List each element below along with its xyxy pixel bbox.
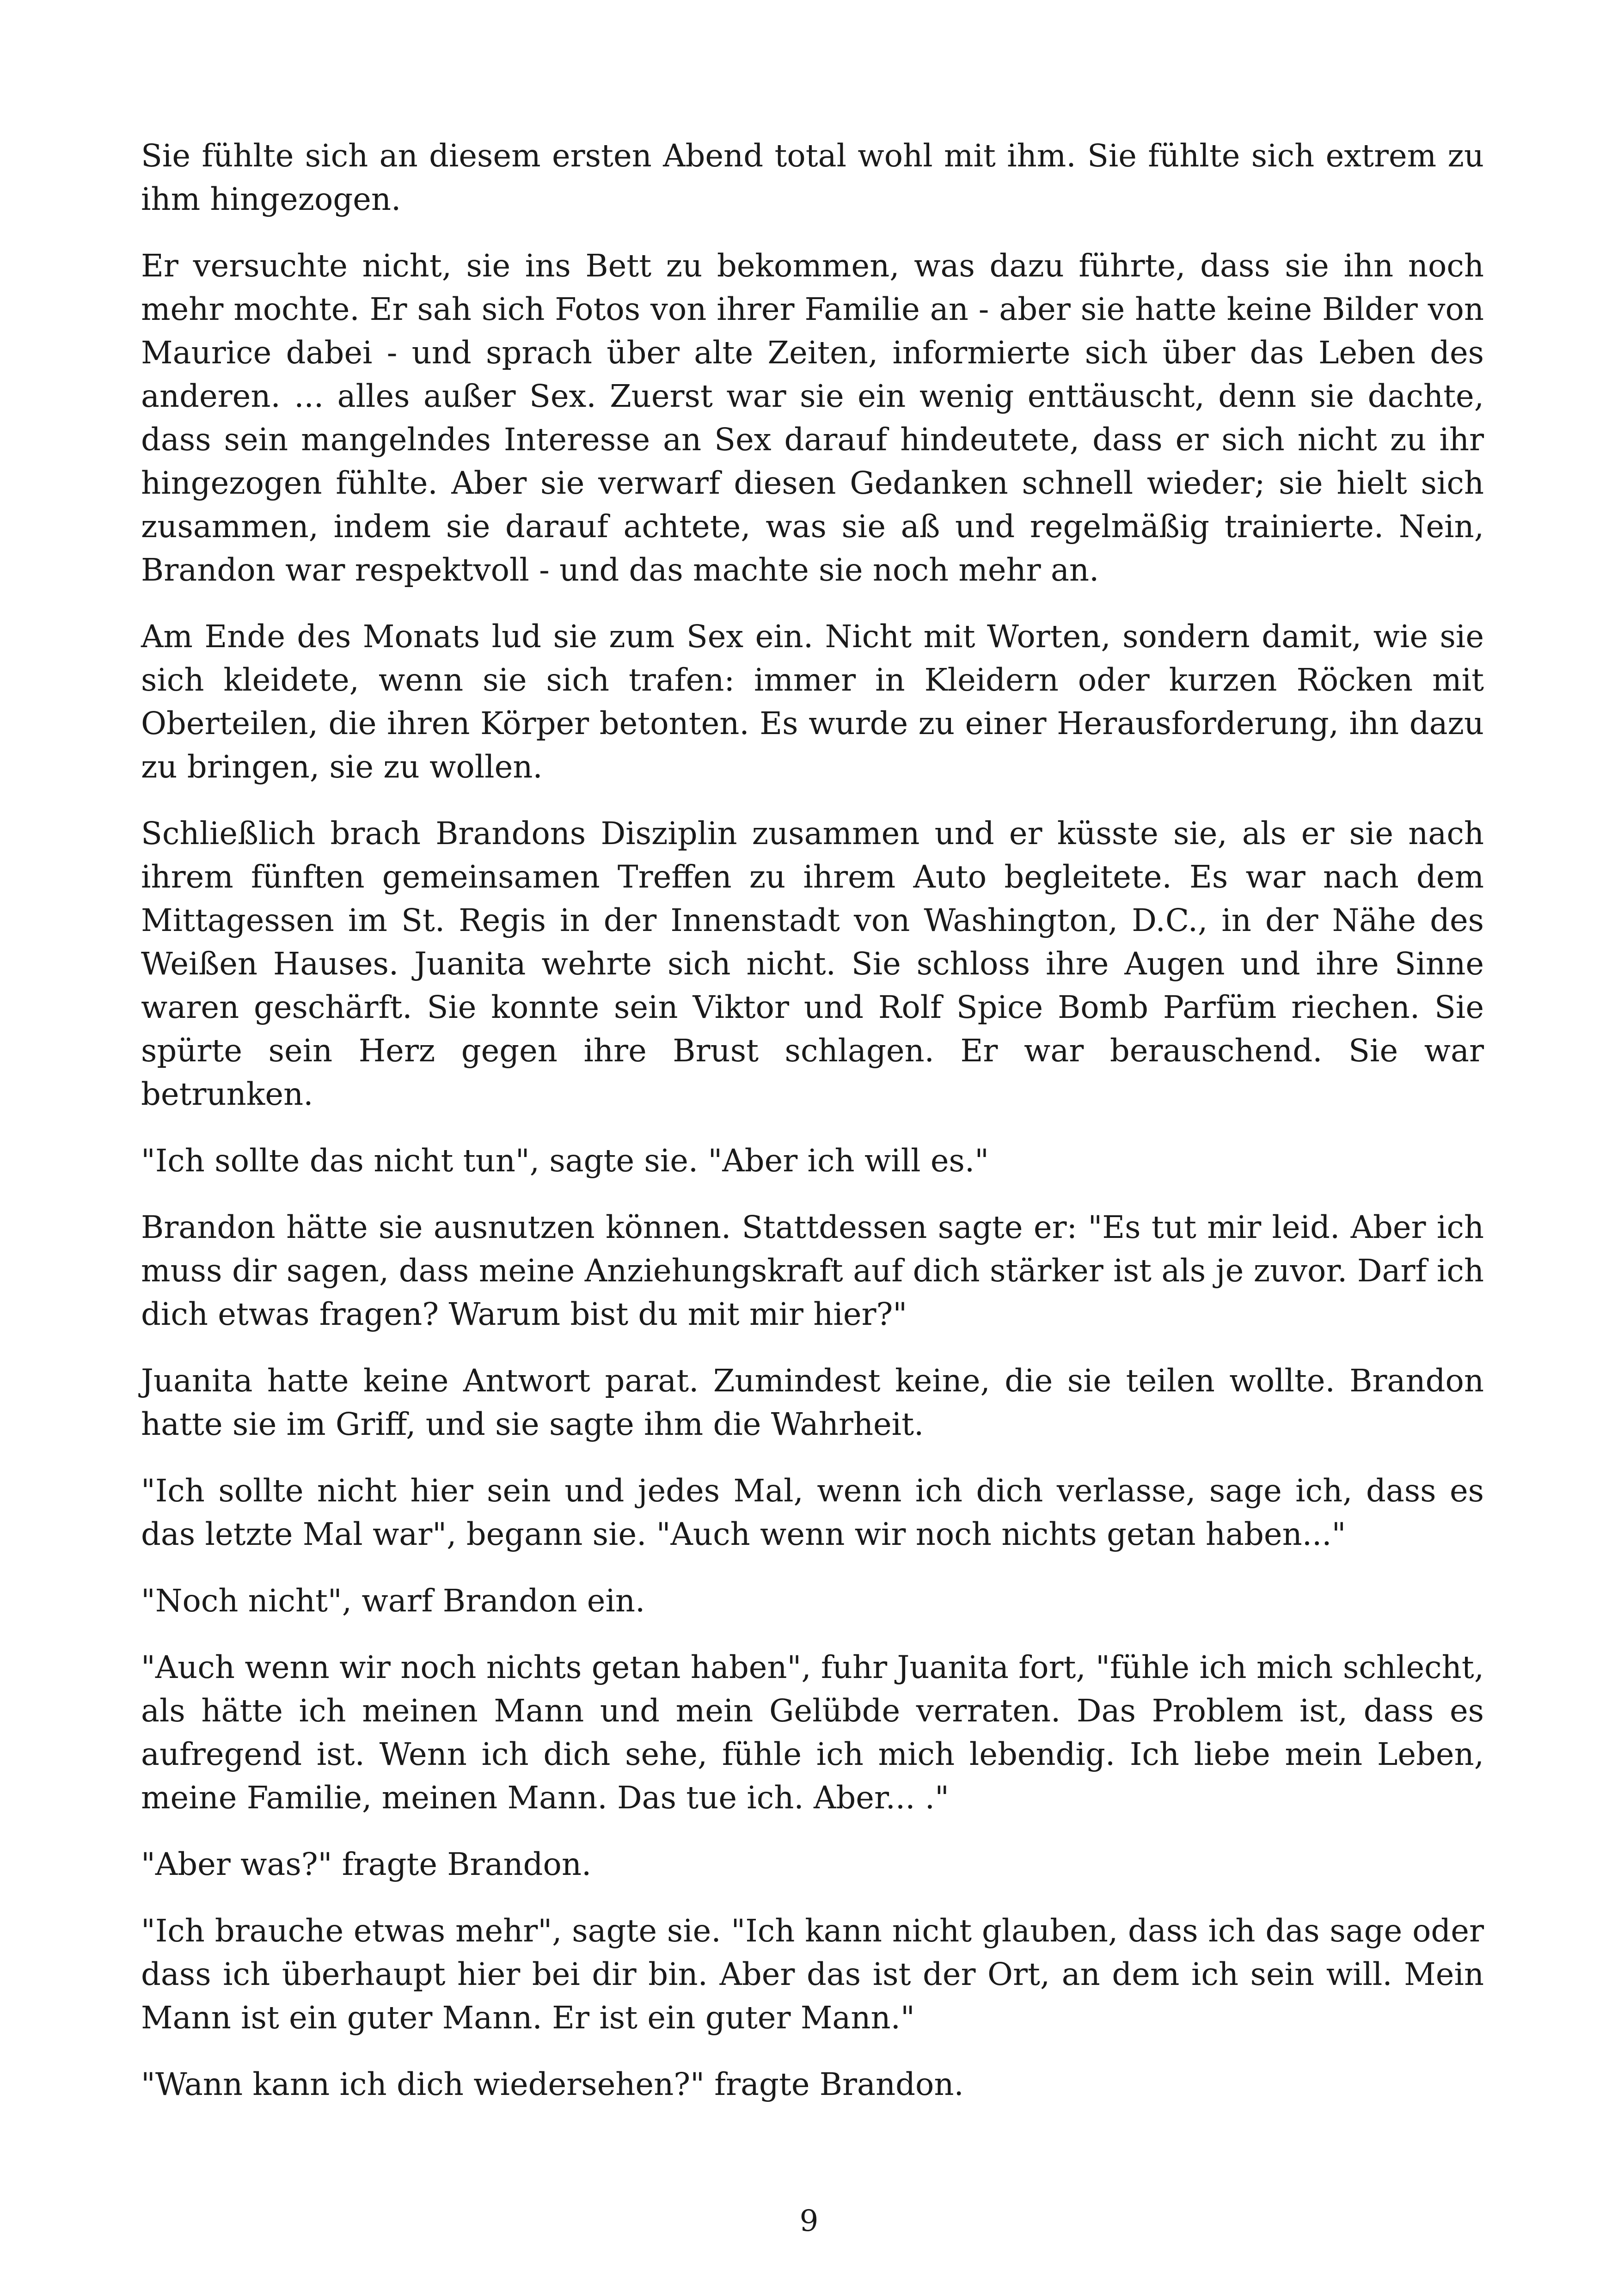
paragraph: Brandon hätte sie ausnutzen können. Stattdessen sagte er: "Es tut mir leid. Aber ich muss dir sagen, dass meine Anziehungskraft auf dich stärker ist als je zuvor. Darf ich dich etwas fragen? Warum bist du mit mir hier?" xyxy=(141,1209,1484,1332)
paragraph: "Ich sollte das nicht tun", sagte sie. "Aber ich will es." xyxy=(141,1143,989,1179)
paragraph: Am Ende des Monats lud sie zum Sex ein. Nicht mit Worten, sondern damit, wie sie sich kleidete, wenn sie sich trafen: immer in Kleidern oder kurzen Röcken mit Oberteilen, die ihren Körper betonten. Es wurde zu einer Herausforderung, ihn dazu zu bringen, sie zu wollen. xyxy=(141,618,1484,785)
paragraph: Sie fühlte sich an diesem ersten Abend total wohl mit ihm. Sie fühlte sich extrem zu ihm hingezogen. xyxy=(141,138,1484,217)
paragraph: "Ich brauche etwas mehr", sagte sie. "Ich kann nicht glauben, dass ich das sage oder dass ich überhaupt hier bei dir bin. Aber das ist der Ort, an dem ich sein will. Mein Mann ist ein guter Mann. Er ist ein guter Mann." xyxy=(141,1913,1484,2036)
paragraph: Er versuchte nicht, sie ins Bett zu bekommen, was dazu führte, dass sie ihn noch mehr mochte. Er sah sich Fotos von ihrer Familie an - aber sie hatte keine Bilder von Maurice dabei - und sprach über alte Zeiten, informierte sich über das Leben des anderen. ... alles außer Sex. Zuerst war sie ein wenig enttäuscht, denn sie dachte, dass sein mangelndes Interesse an Sex darauf hindeutete, dass er sich nicht zu ihr hingezogen fühlte. Aber sie verwarf diesen Gedanken schnell wieder; sie hielt sich zusammen, indem sie darauf achtete, was sie aß und regelmäßig trainierte. Nein, Brandon war respektvoll - und das machte sie noch mehr an. xyxy=(141,248,1484,588)
paragraph: "Ich sollte nicht hier sein und jedes Mal, wenn ich dich verlasse, sage ich, dass es das letzte Mal war", begann sie. "Auch wenn wir noch nichts getan haben..." xyxy=(141,1473,1484,1552)
paragraph: "Wann kann ich dich wiedersehen?" fragte Brandon. xyxy=(141,2066,964,2102)
paragraph: "Aber was?" fragte Brandon. xyxy=(141,1846,592,1882)
paragraph: "Auch wenn wir noch nichts getan haben", fuhr Juanita fort, "fühle ich mich schlecht, als hätte ich meinen Mann und mein Gelübde verraten. Das Problem ist, dass es aufregend ist. Wenn ich dich sehe, fühle ich mich lebendig. Ich liebe mein Leben, meine Familie, meinen Mann. Das tue ich. Aber... ." xyxy=(141,1649,1484,1816)
paragraph: Juanita hatte keine Antwort parat. Zumindest keine, die sie teilen wollte. Brandon hatte sie im Griff, und sie sagte ihm die Wahrheit. xyxy=(141,1363,1484,1442)
paragraph: Schließlich brach Brandons Disziplin zusammen und er küsste sie, als er sie nach ihrem fünften gemeinsamen Treffen zu ihrem Auto begleitete. Es war nach dem Mittagessen im St. Regis in der Innenstadt von Washington, D.C., in der Nähe des Weißen Hauses. Juanita wehrte sich nicht. Sie schloss ihre Augen und ihre Sinne waren geschärft. Sie konnte sein Viktor und Rolf Spice Bomb Parfüm riechen. Sie spürte sein Herz gegen ihre Brust schlagen. Er war berauschend. Sie war betrunken. xyxy=(141,815,1484,1112)
paragraph: "Noch nicht", warf Brandon ein. xyxy=(141,1583,645,1619)
document-body xyxy=(141,134,1484,2129)
page-number: 9 xyxy=(799,2204,819,2238)
